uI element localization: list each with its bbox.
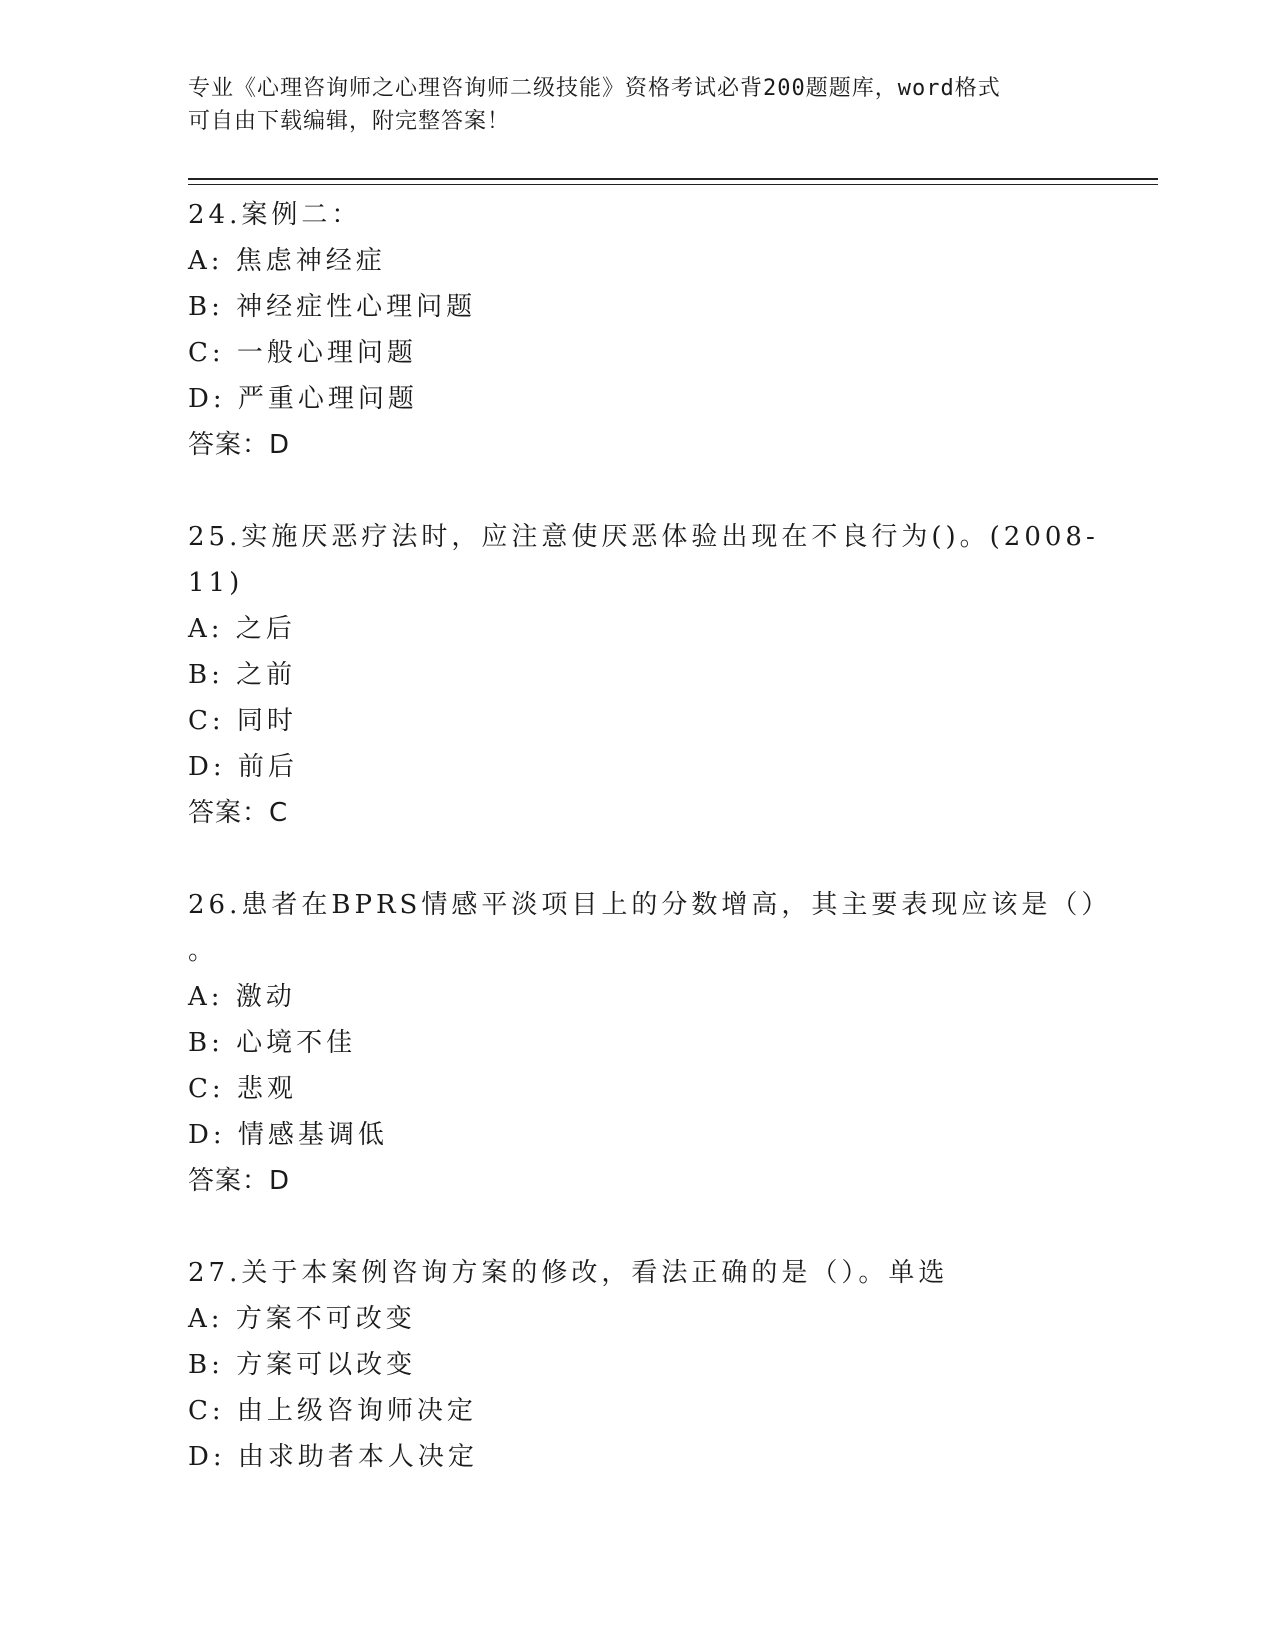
option-b: B: 神经症性心理问题 [188, 292, 477, 322]
option-b: B: 心境不佳 [188, 1028, 357, 1058]
option-d: D: 情感基调低 [188, 1120, 388, 1150]
document-header [188, 72, 1088, 138]
header-line-2: 可自由下载编辑，附完整答案！ [188, 109, 511, 134]
option-b: B: 方案可以改变 [188, 1350, 417, 1380]
question-stem: 27.关于本案例咨询方案的修改，看法正确的是（）。单选 [188, 1258, 949, 1288]
header-divider-thick [188, 178, 1158, 180]
option-b: B: 之前 [188, 660, 297, 690]
question-25 [188, 514, 1099, 836]
question-stem: 25.实施厌恶疗法时，应注意使厌恶体验出现在不良行为()。(2008- [188, 522, 1099, 552]
spacer [188, 1204, 1068, 1250]
answer-line: 答案：D [188, 1166, 291, 1196]
question-list [188, 192, 1112, 1480]
question-24 [188, 192, 1068, 468]
question-stem: 24.案例二： [188, 200, 362, 230]
option-c: C: 同时 [188, 706, 297, 736]
answer-line: 答案：D [188, 430, 291, 460]
option-d: D: 前后 [188, 752, 298, 782]
question-26 [188, 882, 1112, 1204]
answer-line: 答案：C [188, 798, 289, 828]
option-c: C: 由上级咨询师决定 [188, 1396, 477, 1426]
option-a: A: 之后 [188, 614, 296, 644]
question-stem-continued: 11) [188, 568, 244, 598]
question-stem-continued: 。 [188, 936, 219, 966]
spacer [188, 468, 1068, 514]
option-d: D: 由求助者本人决定 [188, 1442, 478, 1472]
option-a: A: 焦虑神经症 [188, 246, 386, 276]
option-c: C: 一般心理问题 [188, 338, 417, 368]
question-stem: 26.患者在BPRS情感平淡项目上的分数增高，其主要表现应该是（） [188, 890, 1112, 920]
spacer [188, 836, 1068, 882]
option-a: A: 激动 [188, 982, 296, 1012]
header-line-1: 专业《心理咨询师之心理咨询师二级技能》资格考试必背200题题库，word格式 [188, 76, 1001, 101]
option-c: C: 悲观 [188, 1074, 297, 1104]
option-d: D: 严重心理问题 [188, 384, 418, 414]
option-a: A: 方案不可改变 [188, 1304, 416, 1334]
header-divider-thin [188, 184, 1158, 185]
question-27 [188, 1250, 1068, 1480]
